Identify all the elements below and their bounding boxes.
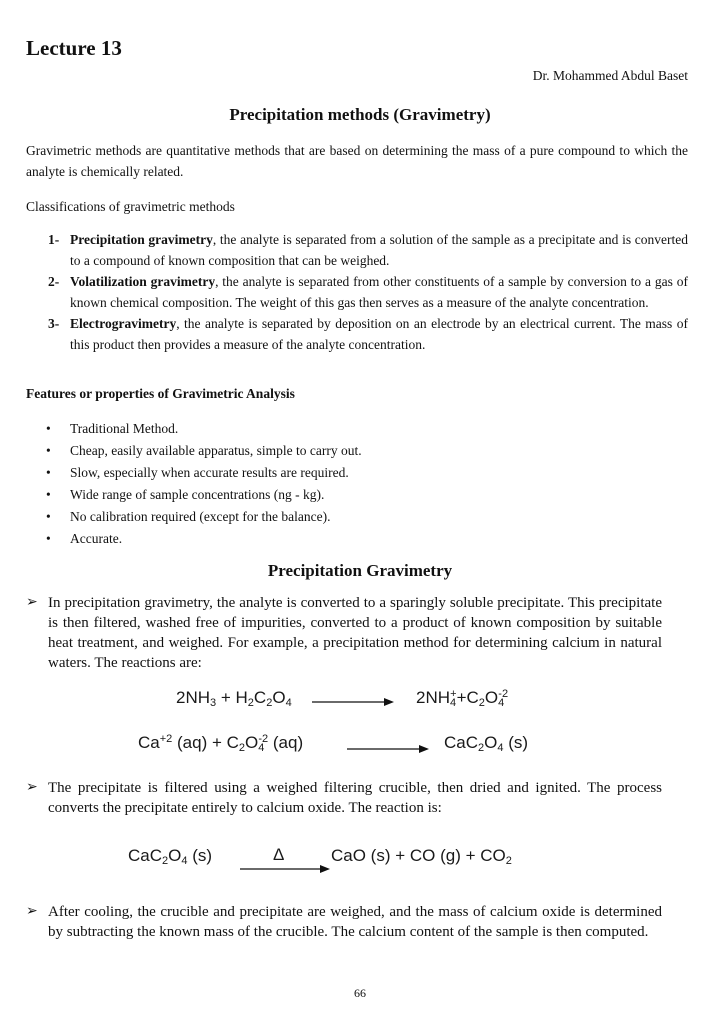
classification-text: , the analyte is separated by deposition on an electrode by an electrical current. The mass of this product then provides a measure of the analyte concentration. [70, 316, 688, 352]
list-item: • Accurate. [46, 528, 546, 550]
list-item: • No calibration required (except for the balance). [46, 506, 546, 528]
classification-text: , the analyte is separated from a solution of the sample as a precipitate and is converted to a compound of known composition that can be weighed. [70, 232, 688, 268]
bullet-icon: • [46, 465, 51, 480]
classification-number: 3- [48, 316, 60, 331]
reaction-arrow-icon [347, 744, 429, 754]
classification-number: 1- [48, 232, 60, 247]
delta-symbol: Δ [273, 845, 285, 864]
bullet-icon: • [46, 443, 51, 458]
classification-number: 2- [48, 274, 60, 289]
lecture-title: Lecture 13 [26, 36, 122, 60]
arrow-bullet-icon: ➢ [26, 780, 38, 795]
features-list [46, 418, 546, 550]
intro-paragraph: Gravimetric methods are quantitative methods that are based on determining the mass of a pure compound to which the analyte is chemically related. [26, 143, 688, 179]
classification-term: Volatilization gravimetry [70, 274, 216, 289]
equation-1-products: $2NH_4^++C_2O_4^{-2}$ [416, 688, 509, 709]
equation-2-reactants: $Ca^{+2}$ $(aq) + C_2O_4^{-2}$ (aq) [138, 733, 304, 754]
classifications-list [48, 229, 688, 355]
bullet-icon: • [46, 509, 51, 524]
classification-item [48, 313, 688, 355]
arrow-bullet-icon: ➢ [26, 904, 38, 919]
classification-item [48, 271, 688, 313]
author-name: Dr. Mohammed Abdul Baset [532, 68, 688, 83]
equation-3-products: CaO (s) + CO $(g) + CO_2$ [331, 846, 512, 867]
reaction-arrow-icon [240, 864, 330, 874]
section-heading: Precipitation Gravimetry [267, 561, 453, 580]
classification-term: Precipitation gravimetry [70, 232, 213, 247]
equation-2-products: $CaC_2O_4$ (s) [444, 733, 529, 754]
page-number: 66 [354, 986, 366, 1000]
classification-term: Electrogravimetry [70, 316, 177, 331]
bullet-icon: • [46, 487, 51, 502]
classification-item [48, 229, 688, 271]
page-title: Precipitation methods (Gravimetry) [229, 105, 491, 124]
list-item: • Slow, especially when accurate results are required. [46, 462, 546, 484]
bullet-icon: • [46, 531, 51, 546]
arrow-bullet-item: ➢ The precipitate is filtered using a weighed filtering crucible, then dried and ignited. The process converts the precipitate entirely to calcium oxide. The reaction is: [26, 780, 662, 816]
features-heading: Features or properties of Gravimetric Analysis [26, 386, 295, 401]
list-item: • Cheap, easily available apparatus, simple to carry out. [46, 440, 546, 462]
classification-text: , the analyte is separated from other constituents of a sample by conversion to a gas of known chemical composition. The weight of this gas then serves as a measure of the analyte concentration. [70, 274, 688, 310]
arrow-bullet-item: ➢ After cooling, the crucible and precipitate are weighed, and the mass of calcium oxide is determined by subtracting the known mass of the crucible. The calcium content of the sample is then computed. [26, 904, 662, 940]
list-item: • Wide range of sample concentrations (ng - kg). [46, 484, 546, 506]
bullet-icon: • [46, 421, 51, 436]
equation-3-reactants: $CaC_2O_4$ (s) [128, 846, 213, 867]
classifications-heading: Classifications of gravimetric methods [26, 199, 235, 214]
arrow-bullet-icon: ➢ [26, 595, 38, 610]
reaction-arrow-icon [312, 697, 394, 707]
equation-1-reactants: $2NH_3 + H_2C_2O_4$ [176, 688, 292, 709]
arrow-bullet-item: ➢ In precipitation gravimetry, the analyte is converted to a sparingly soluble precipitate. This precipitate is then filtered, washed free of impurities, converted to a product of known composition by suitable heat treatment, and weighed. For example, a precipitation method for determining calcium in natural waters. The reactions are: [26, 595, 662, 671]
list-item: • Traditional Method. [46, 418, 546, 440]
